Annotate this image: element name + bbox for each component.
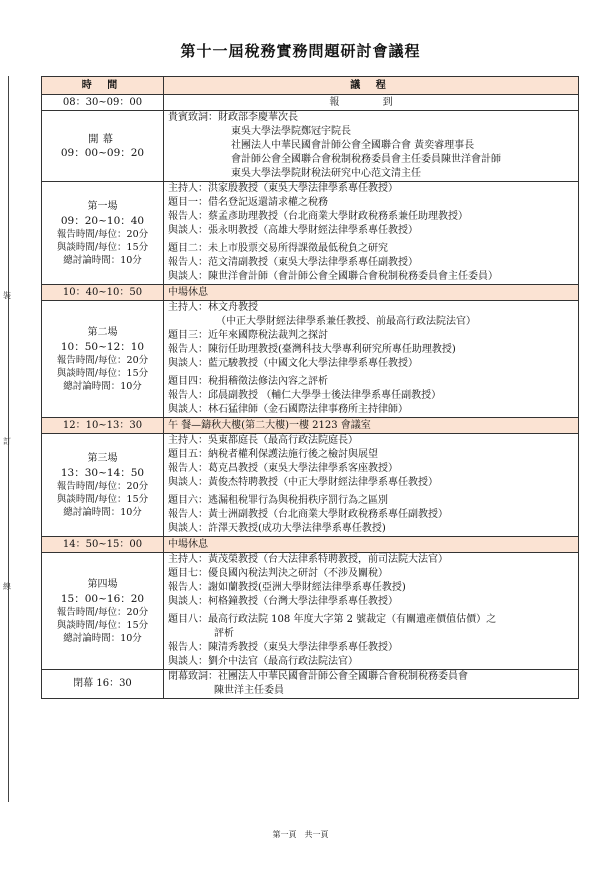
session3-time: 13：30~14：50	[60, 466, 145, 479]
session4-time: 15：00~16：20	[60, 592, 145, 605]
opening-line: 貴賓致詞：財政部李慶華次長	[168, 112, 298, 123]
header-row	[42, 77, 579, 95]
registration-text: 報 到	[164, 95, 579, 111]
registration-row	[42, 95, 579, 111]
session1-agenda	[164, 182, 579, 285]
session3-label: 第三場	[87, 452, 118, 464]
margin-mark-xian: 線	[3, 582, 11, 591]
break1-row	[42, 285, 579, 301]
session3-row	[42, 434, 579, 537]
break2-text: 中場休息	[164, 537, 579, 553]
session3-agenda	[164, 434, 579, 537]
opening-line: 東吳大學法學院財稅法研究中心范文清主任	[231, 168, 421, 179]
page-footer: 第一頁 共一頁	[272, 830, 329, 839]
session4-line: 與談人：劉介中法官（最高行政法院法官）	[168, 656, 358, 667]
session3-line: 與談人：許澤天教授(成功大學法律學系專任教授)	[168, 523, 386, 534]
opening-row	[42, 111, 579, 182]
session4-line: 與談人：柯格鐘教授（台灣大學法律學系專任教授）	[168, 596, 398, 607]
session2-agenda	[164, 301, 579, 418]
session1-time: 09：20~10：40	[60, 214, 145, 227]
opening-line: 會計師公會全國聯合會稅制稅務委員會主任委員陳世洋會計師	[231, 154, 501, 165]
session1-line: 與談人：陳世洋會計師（會計師公會全國聯合會稅制稅務委員會主任委員）	[168, 271, 498, 282]
session4-line: 報告人：陳清秀教授（東吳大學法律學系專任教授）	[168, 642, 398, 653]
session1-note: 總討論時間：10分	[63, 254, 142, 266]
session4-time-cell	[42, 553, 164, 670]
session4-line: 題目八：最高行政法院 108 年度大字第 2 號裁定（有關遺產價值估價）之	[168, 614, 497, 625]
opening-label: 開幕	[88, 133, 117, 145]
margin-mark-ding: 訂	[3, 437, 11, 446]
session1-line: 主持人：洪家殷教授（東吳大學法律學系專任教授）	[168, 183, 398, 194]
session1-row	[42, 182, 579, 285]
closing-line: 陳世洋主任委員	[214, 685, 284, 696]
session4-note: 與談時間/每位：15分	[56, 619, 149, 631]
session1-note: 報告時間/每位：20分	[56, 228, 149, 240]
session2-row	[42, 301, 579, 418]
session1-line: 與談人：張永明教授（高雄大學財經法律學系專任教授）	[168, 225, 418, 236]
opening-time: 09：00~09：20	[60, 147, 145, 159]
session1-line: 題目二：未上市股票交易所得課徵最低稅負之研究	[168, 243, 388, 254]
opening-time-cell	[42, 111, 164, 182]
break1-text: 中場休息	[164, 285, 579, 301]
session3-line: 題目五：納稅者權利保護法施行後之檢討與展望	[168, 449, 378, 460]
session3-note: 總討論時間：10分	[63, 506, 142, 518]
session3-note: 報告時間/每位：20分	[56, 480, 149, 492]
session4-note: 總討論時間：10分	[63, 632, 142, 644]
session2-line: 題目三：近年來國際稅法裁判之探討	[168, 330, 328, 341]
session2-label: 第二場	[87, 326, 118, 338]
session4-line: 題目七：優良國內稅法判決之研討（不涉及關稅）	[168, 568, 388, 579]
opening-line: 社團法人中華民國會計師公會全國聯合會 黃奕睿理事長	[231, 140, 475, 151]
session3-line: 報告人：葛克昌教授（東吳大學法律學系客座教授）	[168, 463, 398, 474]
session4-note: 報告時間/每位：20分	[56, 606, 149, 618]
session2-note: 與談時間/每位：15分	[56, 367, 149, 379]
session2-line: 主持人：林文舟教授	[168, 302, 258, 313]
session4-agenda	[164, 553, 579, 670]
lunch-row	[42, 418, 579, 434]
session3-line: 與談人：黃俊杰特聘教授（中正大學財經法律學系專任教授）	[168, 477, 438, 488]
session3-time-cell	[42, 434, 164, 537]
closing-line: 閉幕致詞：社團法人中華民國會計師公會全國聯合會稅制稅務委員會	[168, 671, 468, 682]
lunch-time: 12：10~13：30	[42, 418, 164, 434]
break1-time: 10：40~10：50	[42, 285, 164, 301]
session2-line: （中正大學財經法律學系兼任教授、前最高行政法院法官）	[216, 316, 476, 327]
opening-agenda	[164, 111, 579, 182]
session3-line: 題目六：逃漏租稅罪行為與稅捐秩序罰行為之區別	[168, 495, 388, 506]
session2-line: 與談人：林石猛律師（金石國際法律事務所主持律師）	[168, 404, 408, 415]
page-title: 第十一屆稅務實務問題研討會議程	[180, 42, 421, 60]
break2-row	[42, 537, 579, 553]
session1-line: 報告人：蔡孟彥助理教授（台北商業大學財政稅務系兼任助理教授）	[168, 211, 468, 222]
session2-note: 報告時間/每位：20分	[56, 354, 149, 366]
session2-time: 10：50~12：10	[60, 340, 145, 353]
session4-line: 主持人：黃茂榮教授（台大法律系特聘教授，前司法院大法官）	[168, 554, 448, 565]
agenda-table	[41, 76, 579, 699]
session2-line: 與談人：藍元駿教授（中國文化大學法律學系專任教授）	[168, 358, 418, 369]
agenda-column-header: 議 程	[164, 77, 579, 95]
break2-time: 14：50~15：00	[42, 537, 164, 553]
session4-line: 評析	[214, 628, 234, 639]
session1-line: 報告人：范文清副教授（東吳大學法律學系專任副教授）	[168, 257, 418, 268]
session2-line: 報告人：邱晨副教授 （輔仁大學學士後法律學系專任副教授）	[168, 390, 442, 401]
session2-time-cell	[42, 301, 164, 418]
session1-line: 題目一：借名登記返還請求權之稅務	[168, 197, 328, 208]
session2-note: 總討論時間：10分	[63, 380, 142, 392]
margin-mark-zhuang: 裝	[3, 291, 11, 300]
session3-line: 報告人：黃士洲副教授（台北商業大學財政稅務系專任副教授）	[168, 509, 448, 520]
session4-label: 第四場	[87, 578, 118, 590]
closing-agenda	[164, 670, 579, 699]
session2-line: 報告人：陳衍任助理教授(臺灣科技大學專利研究所專任助理教授)	[168, 344, 456, 355]
session1-note: 與談時間/每位：15分	[56, 241, 149, 253]
lunch-text: 午 餐—鑄秋大樓(第二大樓)一樓 2123 會議室	[164, 418, 579, 434]
session4-row	[42, 553, 579, 670]
registration-time: 08：30~09：00	[42, 95, 164, 111]
time-column-header: 時 間	[42, 77, 164, 95]
opening-line: 東吳大學法學院鄭冠宇院長	[231, 126, 351, 137]
session1-time-cell	[42, 182, 164, 285]
closing-time: 閉幕 16：30	[42, 670, 164, 699]
session1-label: 第一場	[87, 200, 118, 212]
closing-row	[42, 670, 579, 699]
session3-line: 主持人：吳東都庭長（最高行政法院庭長）	[168, 435, 358, 446]
session2-line: 題目四：稅捐稽徵法修法內容之評析	[168, 376, 328, 387]
session3-note: 與談時間/每位：15分	[56, 493, 149, 505]
session4-line: 報告人：謝如蘭教授(亞洲大學財經法律學系專任教授)	[168, 582, 406, 593]
